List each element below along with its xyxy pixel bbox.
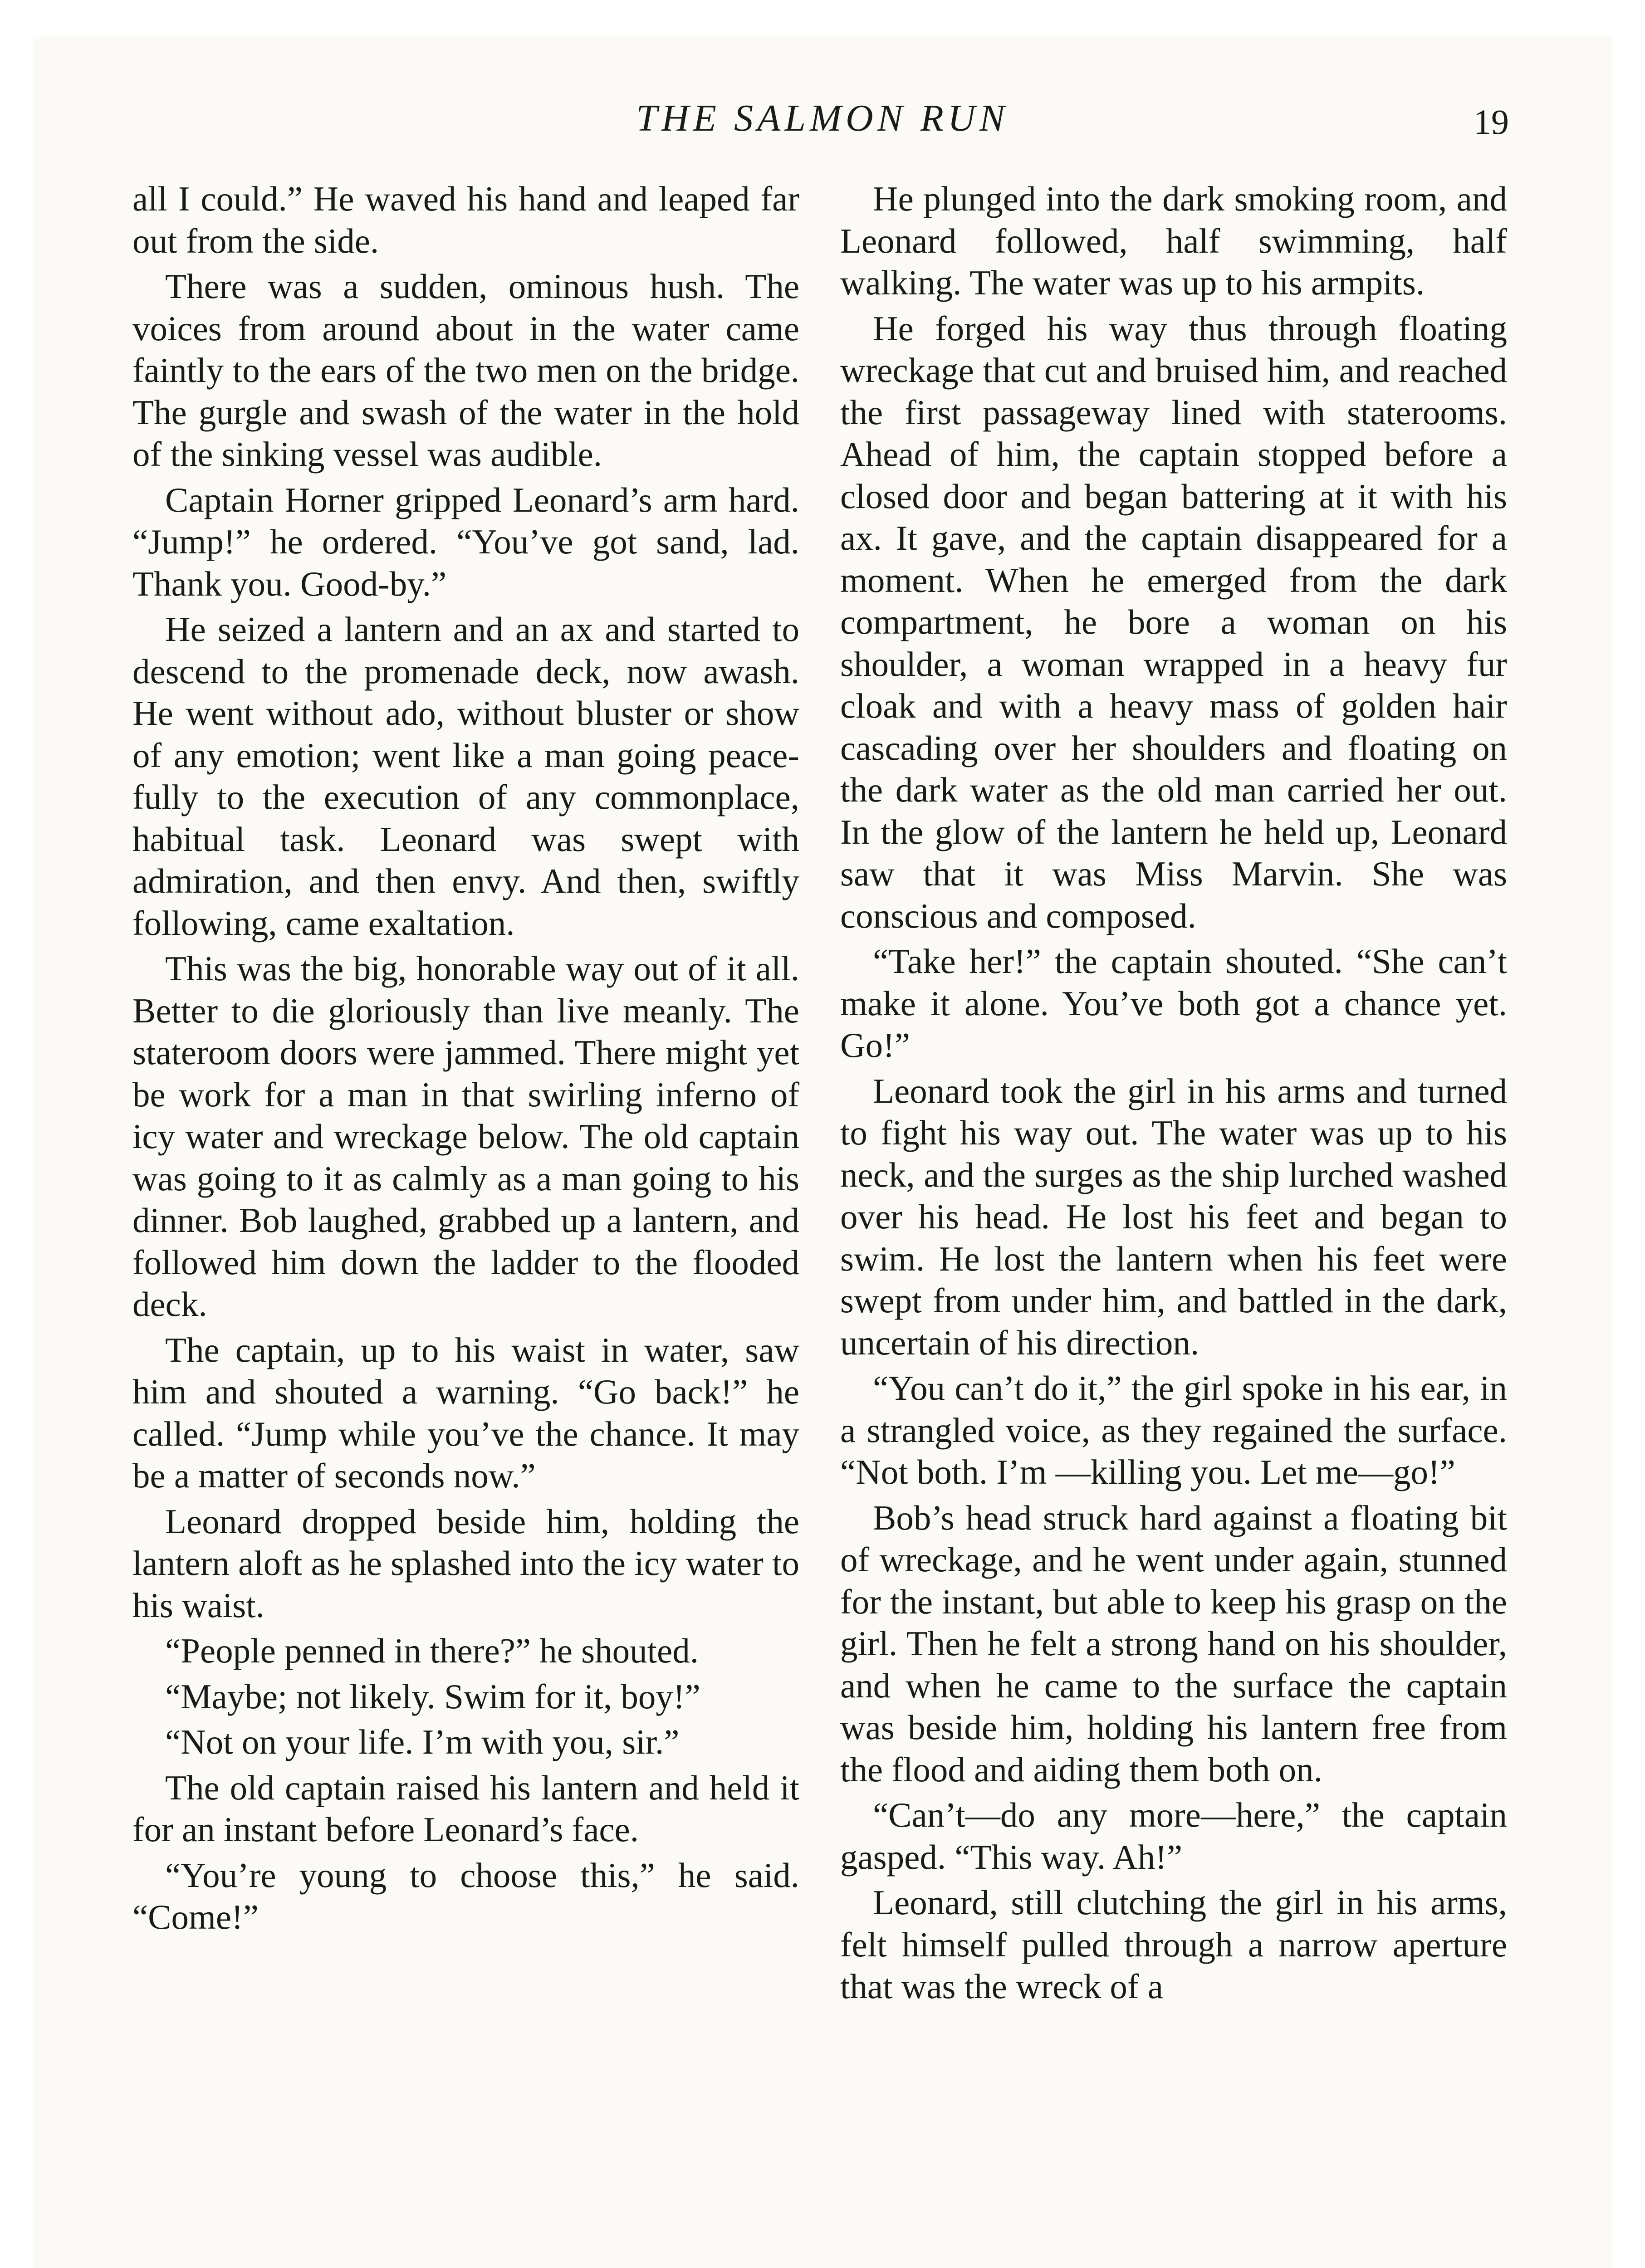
paragraph: “You can’t do it,” the girl spoke in his ear, in a strangled voice, as they regained the surface. “Not both. I’m —killing you. Let me—go!” bbox=[840, 1369, 1507, 1491]
paragraph: Bob’s head struck hard against a floating bit of wreckage, and he went under again, stunned for the instant, but able to keep his grasp on the girl. Then he felt a strong hand on his shoulder, and when he came to the surface the captain was beside him, holding his lantern free from the flood and aiding them both on. bbox=[840, 1498, 1507, 1789]
page-number: 19 bbox=[1474, 102, 1509, 142]
paragraph: The old captain raised his lantern and held it for an instant before Leonard’s face. bbox=[132, 1768, 799, 1849]
paragraph: all I could.” He waved his hand and leaped far out from the side. bbox=[132, 179, 799, 260]
paragraph: He seized a lantern and an ax and started to descend to the promenade deck, now awash. He went without ado, without bluster or show of any emotion; went like a man going peacefully to the execution of any commonplace, habitual task. Leonard was swept with admiration, and then envy. And then, swiftly following, came exaltation. bbox=[132, 610, 799, 943]
paragraph: This was the big, honorable way out of it all. Better to die gloriously than live meanly. The stateroom doors were jammed. There might yet be work for a man in that swirling inferno of icy water and wreckage below. The old captain was going to it as calmly as a man going to his dinner. Bob laughed, grabbed up a lantern, and followed him down the ladder to the flooded deck. bbox=[132, 949, 799, 1324]
paragraph: He forged his way thus through floating wreckage that cut and bruised him, and reached the first passageway lined with staterooms. Ahead of him, the captain stopped before a closed door and began battering at it with his ax. It gave, and the captain disappeared for a moment. When he emerged from the dark compartment, he bore a woman on his shoulder, a woman wrapped in a heavy fur cloak and with a heavy mass of golden hair cascading over her shoulders and floating on the dark water as the old man carried her out. In the glow of the lantern he held up, Leonard saw that it was Miss Marvin. She was conscious and composed. bbox=[840, 308, 1507, 935]
left-column bbox=[132, 178, 799, 1942]
paragraph: “People penned in there?” he shouted. bbox=[165, 1631, 699, 1670]
paragraph: “Maybe; not likely. Swim for it, boy!” bbox=[165, 1677, 700, 1716]
running-title: THE SALMON RUN bbox=[636, 97, 1009, 139]
paragraph: He plunged into the dark smoking room, and Leonard followed, half swimming, half walking. The water was up to his armpits. bbox=[840, 179, 1507, 302]
paragraph: The captain, up to his waist in water, saw him and shouted a warning. “Go back!” he called. “Jump while you’ve the chance. It may be a matter of seconds now.” bbox=[132, 1330, 799, 1495]
paragraph: “Not on your life. I’m with you, sir.” bbox=[165, 1722, 680, 1761]
paragraph: Leonard took the girl in his arms and turned to fight his way out. The water was up to his neck, and the surges as the ship lurched washed over his head. He lost his feet and began to swim. He lost the lantern when his feet were swept from under him, and battled in the dark, uncertain of his direction. bbox=[840, 1071, 1507, 1362]
paragraph: “You’re young to choose this,” he said. “Come!” bbox=[132, 1855, 799, 1936]
paragraph: “Take her!” the captain shouted. “She can’t make it alone. You’ve both got a chance yet. Go!” bbox=[840, 942, 1507, 1065]
paragraph: Leonard dropped beside him, holding the lantern aloft as he splashed into the icy water to his waist. bbox=[132, 1501, 799, 1625]
right-column bbox=[840, 178, 1507, 2011]
paragraph: “Can’t—do any more—here,” the captain gasped. “This way. Ah!” bbox=[840, 1795, 1507, 1877]
paragraph: There was a sudden, ominous hush. The voices from around about in the water came faintly to the ears of the two men on the bridge. The gurgle and swash of the water in the hold of the sinking vessel was audible. bbox=[132, 267, 799, 474]
paragraph: Captain Horner gripped Leonard’s arm hard. “Jump!” he ordered. “You’ve got sand, lad. Thank you. Good-by.” bbox=[132, 480, 799, 603]
paragraph: Leonard, still clutching the girl in his arms, felt himself pulled through a narrow aperture that was the wreck of a bbox=[840, 1883, 1507, 2006]
